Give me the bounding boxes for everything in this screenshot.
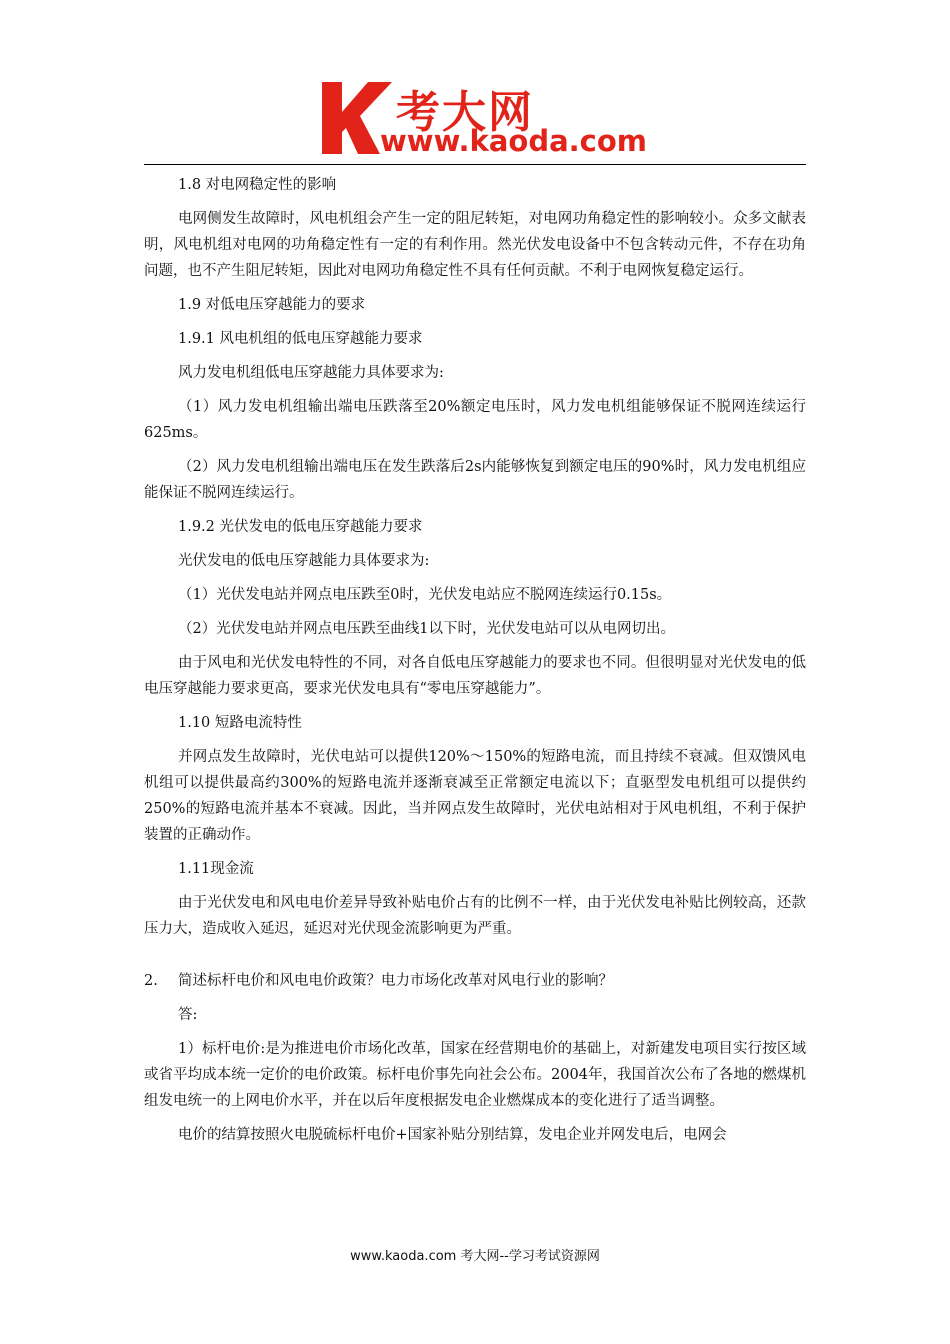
paragraph: 1）标杆电价:是为推进电价市场化改革，国家在经营期电价的基础上，对新建发电项目实行按区域或省平均成本统一定价的电价政策。标杆电价事先向社会公布。2004年，我国首次公布了各地的燃煤机组发电统一的上网电价水平，并在以后年度根据发电企业燃煤成本的变化进行了适当调整。 bbox=[144, 1041, 806, 1109]
section-heading: 1.11现金流 bbox=[178, 861, 254, 877]
logo-chinese-text: 考大网 bbox=[396, 87, 534, 138]
paragraph: （1）光伏发电站并网点电压跌至0时，光伏发电站应不脱网连续运行0.15s。 bbox=[178, 587, 672, 603]
section-heading: 1.8 对电网稳定性的影响 bbox=[178, 177, 337, 193]
section-heading: 1.10 短路电流特性 bbox=[178, 715, 302, 731]
subsection-heading: 1.9.1 风电机组的低电压穿越能力要求 bbox=[178, 331, 423, 347]
document-body bbox=[144, 172, 806, 1156]
subsection-heading: 1.9.2 光伏发电的低电压穿越能力要求 bbox=[178, 519, 423, 535]
question-text: 简述标杆电价和风电电价政策？电力市场化改革对风电行业的影响？ bbox=[178, 973, 613, 989]
spacer bbox=[144, 950, 806, 968]
answer-label: 答: bbox=[178, 1007, 198, 1023]
paragraph: 由于光伏发电和风电电价差异导致补贴电价占有的比例不一样，由于光伏发电补贴比例较高，还款压力大，造成收入延迟，延迟对光伏现金流影响更为严重。 bbox=[144, 895, 806, 937]
header-divider bbox=[144, 164, 806, 165]
paragraph: 光伏发电的低电压穿越能力具体要求为: bbox=[178, 553, 430, 569]
question-line bbox=[144, 968, 806, 994]
paragraph: （1）风力发电机组输出端电压跌落至20%额定电压时，风力发电机组能够保证不脱网连续运行625ms。 bbox=[144, 399, 806, 441]
paragraph: 由于风电和光伏发电特性的不同，对各自低电压穿越能力的要求也不同。但很明显对光伏发电的低电压穿越能力要求更高，要求光伏发电具有“零电压穿越能力”。 bbox=[144, 655, 806, 697]
kaoda-logo[interactable] bbox=[318, 80, 647, 158]
paragraph: 风力发电机组低电压穿越能力具体要求为: bbox=[178, 365, 444, 381]
section-heading: 1.9 对低电压穿越能力的要求 bbox=[178, 297, 366, 313]
paragraph: 并网点发生故障时，光伏电站可以提供120%～150%的短路电流，而且持续不衰减。但双馈风电机组可以提供最高约300%的短路电流并逐渐衰减至正常额定电流以下；直驱型发电机组可以提供约250%的短路电流并基本不衰减。因此，当并网点发生故障时，光伏电站相对于风电机组，不利于保护装置的正确动作。 bbox=[144, 749, 806, 843]
logo-url-text: www.kaoda.com bbox=[380, 124, 647, 158]
question-number: 2. bbox=[144, 973, 158, 989]
page-footer: www.kaoda.com 考大网--学习考试资源网 bbox=[350, 1249, 600, 1264]
paragraph: 电价的结算按照火电脱硫标杆电价+国家补贴分别结算，发电企业并网发电后，电网会 bbox=[178, 1127, 727, 1143]
paragraph: （2）光伏发电站并网点电压跌至曲线1以下时，光伏发电站可以从电网切出。 bbox=[178, 621, 675, 637]
paragraph: 电网侧发生故障时，风电机组会产生一定的阻尼转矩，对电网功角稳定性的影响较小。众多文献表明，风电机组对电网的功角稳定性有一定的有利作用。然光伏发电设备中不包含转动元件，不存在功角问题，也不产生阻尼转矩，因此对电网功角稳定性不具有任何贡献。不利于电网恢复稳定运行。 bbox=[144, 211, 806, 279]
paragraph: （2）风力发电机组输出端电压在发生跌落后2s内能够恢复到额定电压的90%时，风力发电机组应能保证不脱网连续运行。 bbox=[144, 459, 806, 501]
